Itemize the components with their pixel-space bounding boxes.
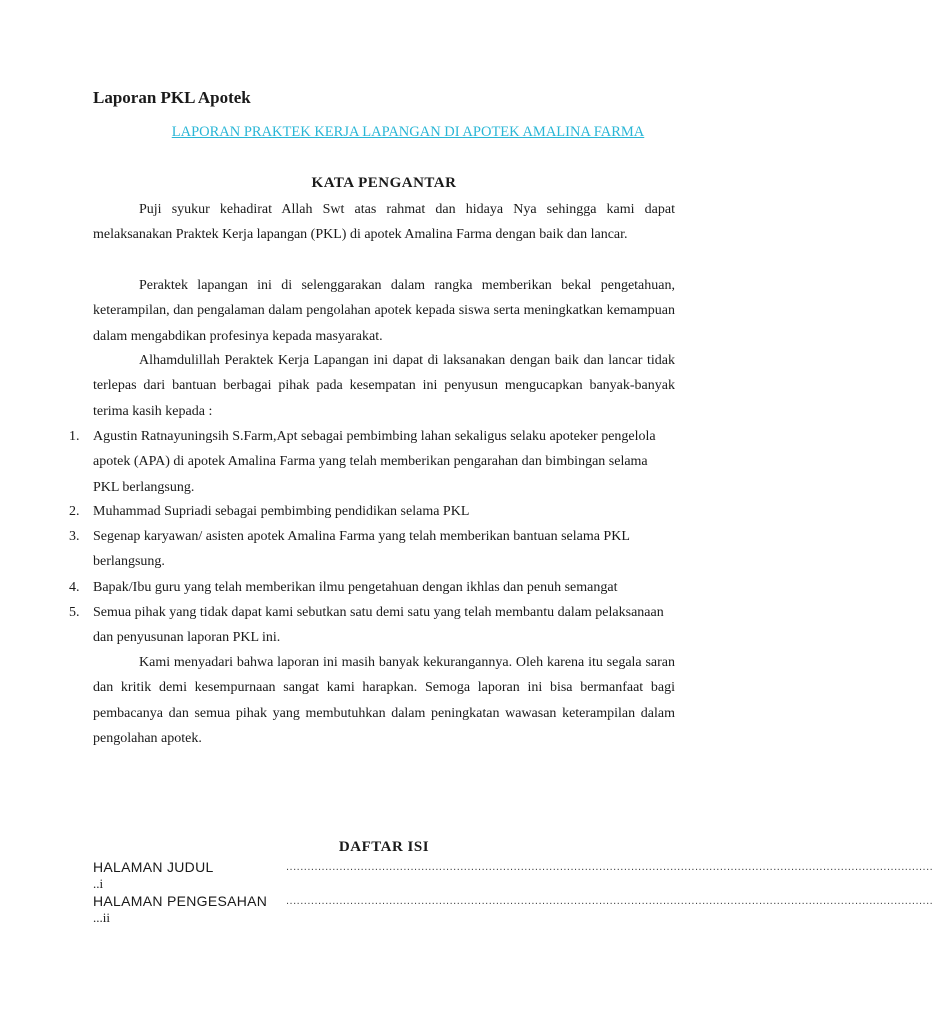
list-item-text: Agustin Ratnayuningsih S.Farm,Apt sebagai pembimbing lahan sekaligus selaku apoteker pengelola apotek (APA) di apotek Amalina Farma yang telah memberikan pengarahan dan bimbingan selama PKL berlangsung.	[93, 429, 656, 495]
toc-leader-dots: ......................................................................................................................................................................................	[286, 895, 933, 907]
report-subtitle-link[interactable]: LAPORAN PRAKTEK KERJA LAPANGAN DI APOTEK AMALINA FARMA	[171, 124, 645, 140]
list-number: 3.	[69, 529, 80, 544]
list-item	[69, 499, 675, 524]
toc-page-number: ..i	[93, 876, 104, 891]
toc-entry-label: HALAMAN PENGESAHAN	[93, 893, 268, 909]
list-item	[69, 524, 675, 575]
paragraph-2: Peraktek lapangan ini di selenggarakan dalam rangka memberikan bekal pengetahuan, keterampilan, dan pengalaman dalam pengolahan apotek kepada siswa serta meningkatkan kemampuan dalam mengabdikan profesinya kepada masyarakat.	[93, 278, 675, 344]
toc-entry[interactable]	[93, 892, 933, 932]
paragraph-1: Puji syukur kehadirat Allah Swt atas rahmat dan hidaya Nya sehingga kami dapat melaksanakan Praktek Kerja lapangan (PKL) di apotek Amalina Farma dengan baik dan lancar.	[93, 202, 675, 243]
list-number: 2.	[69, 504, 80, 519]
toc-page-number: ...ii	[93, 910, 110, 925]
daftar-isi-heading: DAFTAR ISI	[338, 839, 430, 855]
list-number: 1.	[69, 429, 80, 444]
paragraph-3: Alhamdulillah Peraktek Kerja Lapangan ini dapat di laksanakan dengan baik dan lancar tidak terlepas dari bantuan berbagai pihak pada kesempatan ini penyusun mengucapkan banyak-banyak terima kasih kepada :	[93, 353, 675, 419]
list-item	[69, 600, 675, 651]
list-item-text: Semua pihak yang tidak dapat kami sebutkan satu demi satu yang telah membantu dalam pelaksanaan dan penyusunan laporan PKL ini.	[93, 605, 664, 646]
list-item-text: Bapak/Ibu guru yang telah memberikan ilmu pengetahuan dengan ikhlas dan penuh semangat	[93, 580, 618, 595]
list-item-text: Segenap karyawan/ asisten apotek Amalina Farma yang telah memberikan bantuan selama PKL berlangsung.	[93, 529, 630, 570]
closing-paragraph: Kami menyadari bahwa laporan ini masih banyak kekurangannya. Oleh karena itu segala saran dan kritik demi kesempurnaan sangat kami harapkan. Semoga laporan ini bisa bermanfaat bagi pembacanya dan semua pihak yang membutuhkan dalam peningkatan wawasan keterampilan dalam pengolahan apotek.	[93, 655, 675, 746]
list-item	[69, 575, 675, 600]
list-number: 4.	[69, 580, 80, 595]
kata-pengantar-heading: KATA PENGANTAR	[311, 175, 457, 191]
list-item	[69, 424, 675, 500]
toc-entry-label: HALAMAN JUDUL	[93, 859, 214, 875]
document-title: Laporan PKL Apotek	[93, 88, 251, 107]
list-number: 5.	[69, 605, 80, 620]
toc-leader-dots: ......................................................................................................................................................................................	[286, 861, 933, 873]
list-item-text: Muhammad Supriadi sebagai pembimbing pendidikan selama PKL	[93, 504, 470, 519]
